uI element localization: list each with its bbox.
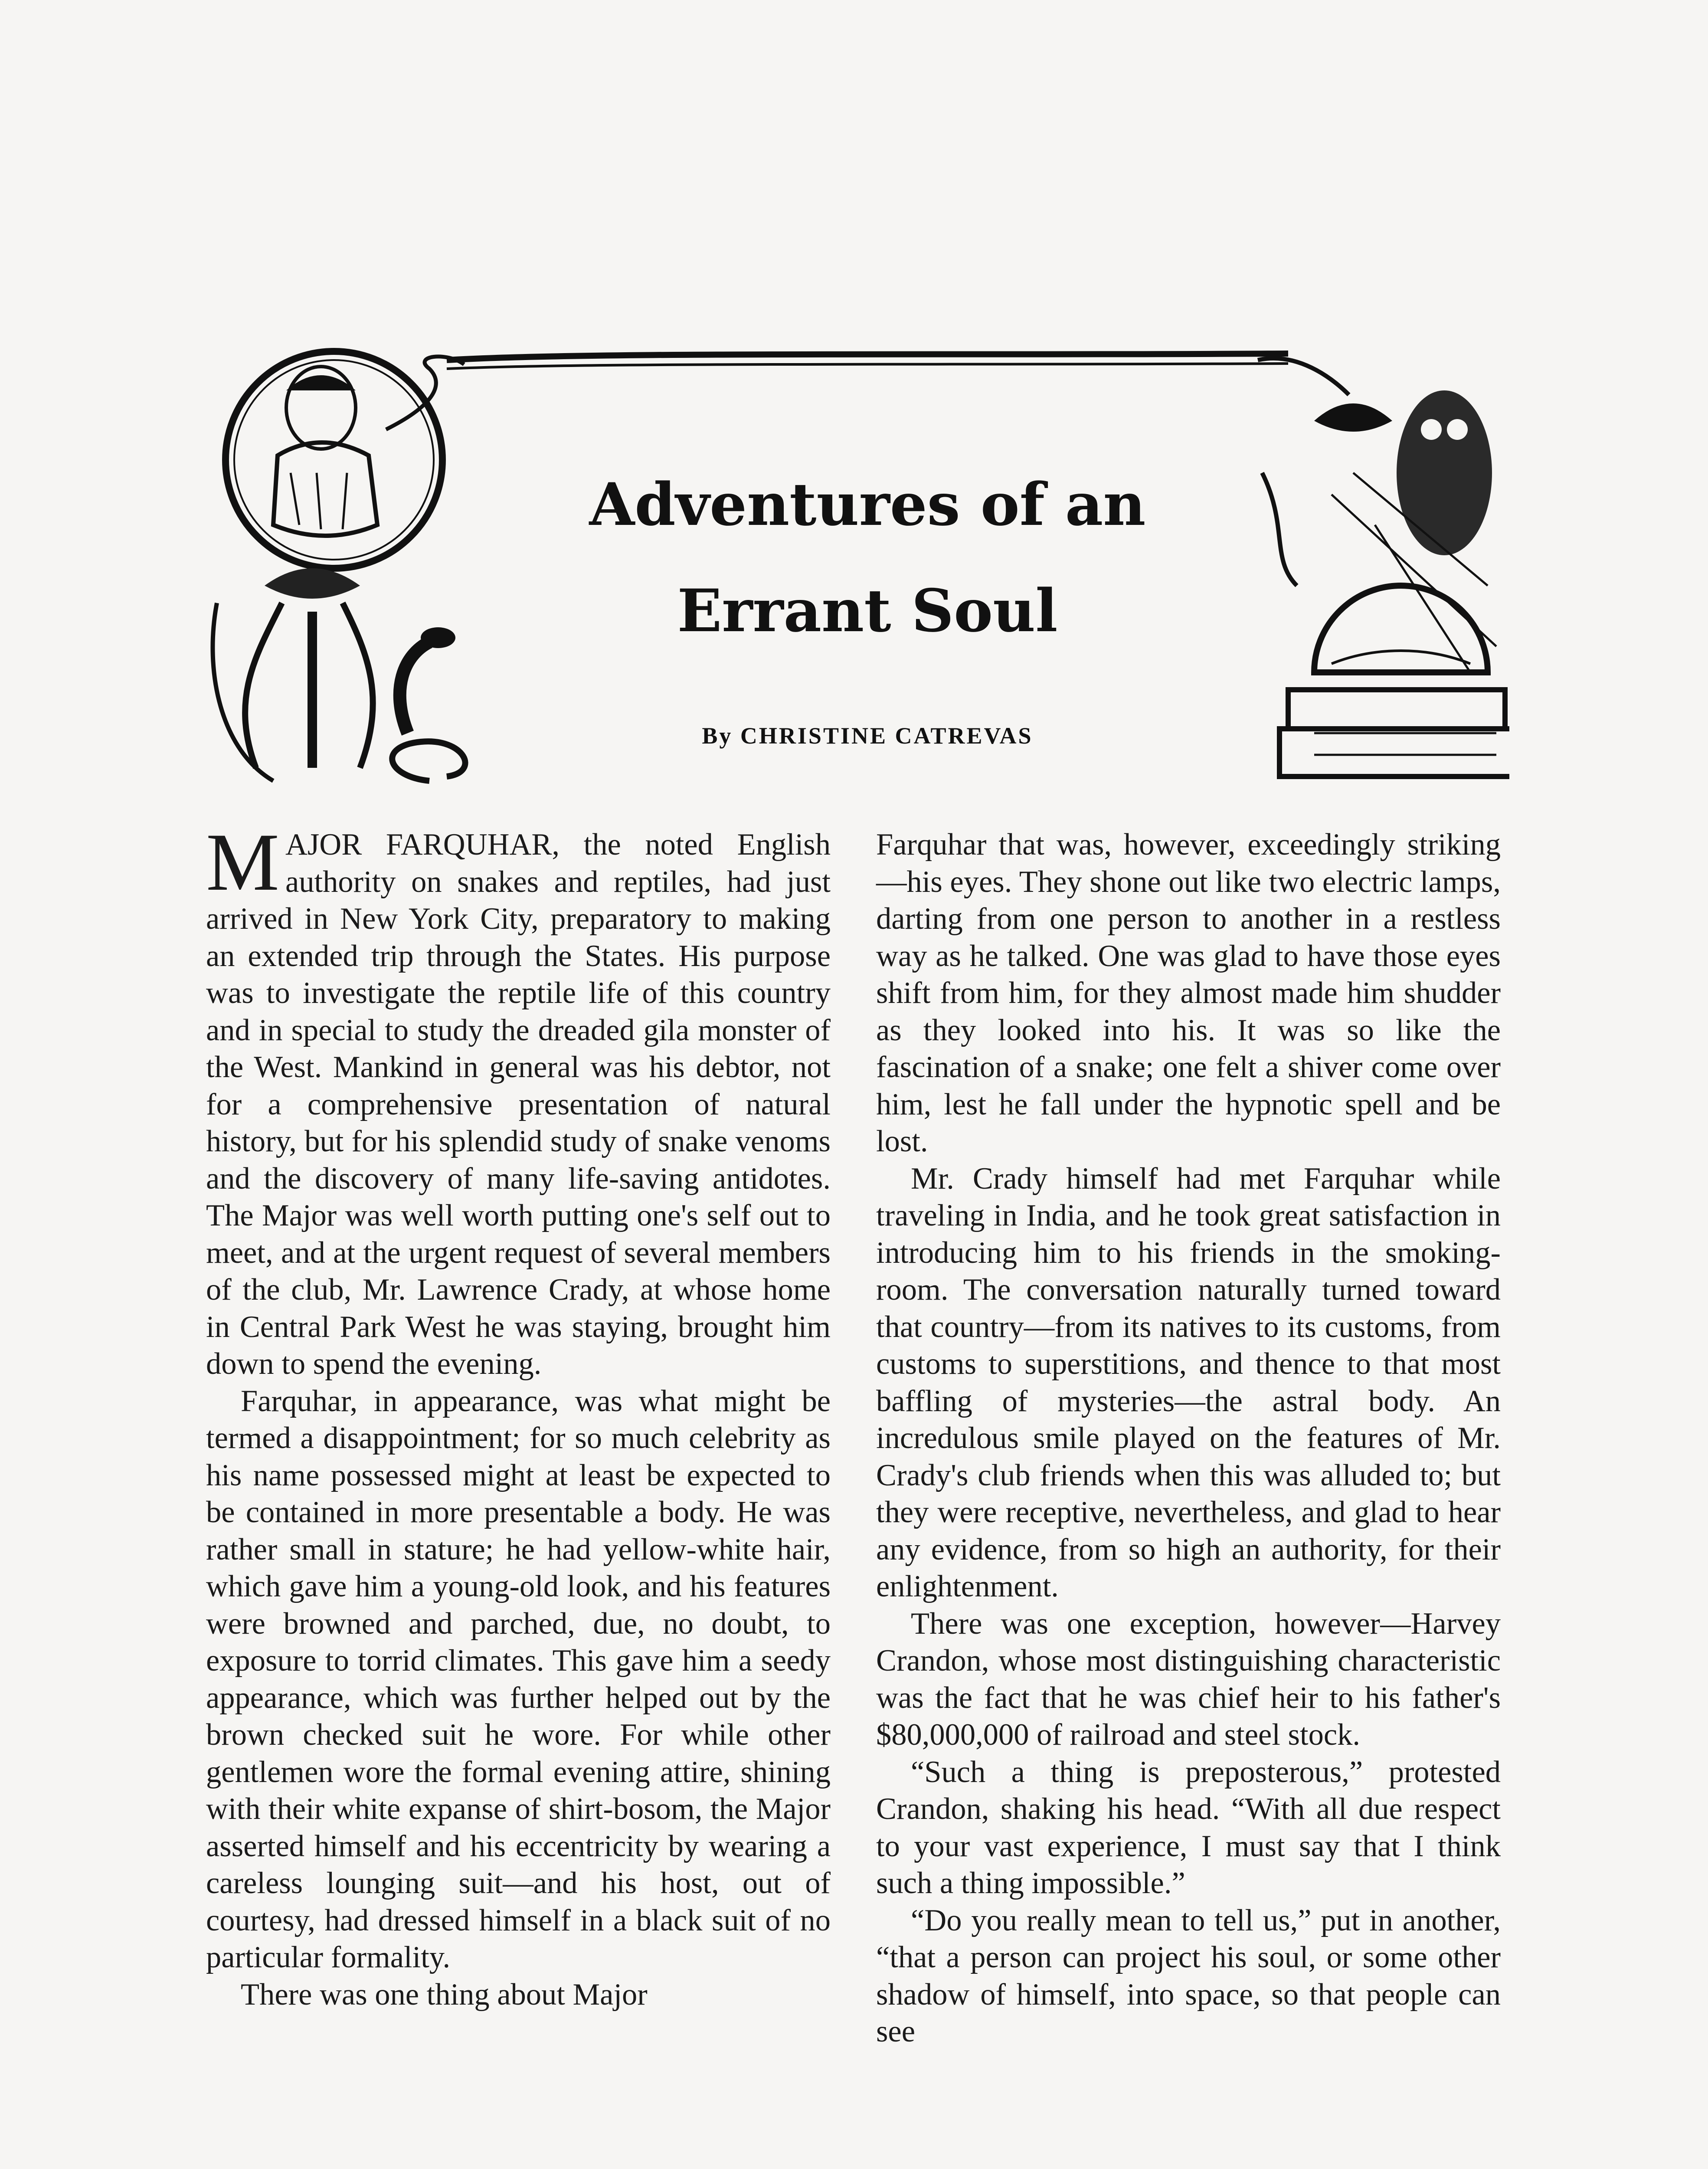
byline: By CHRISTINE CATREVAS xyxy=(702,723,1033,749)
left-column xyxy=(206,817,831,2013)
paragraph-7: “Such a thing is preposterous,” protested Crandon, shaking his head. “With all due respect to your vast experience, I must say that I think such a thing impossible.” xyxy=(876,1755,1501,1900)
left-pedestal xyxy=(213,568,373,781)
title-line-2: Errant Soul xyxy=(677,576,1058,645)
paragraph-5: Mr. Crady himself had met Farquhar while traveling in India, and he took great satisfaction in introducing him to his friends in the smoking-room. The conversation naturally turned toward that country—from its natives to its customs, from customs to superstitions, and thence to that most baffling of mysteries—the astral body. An incredulous smile played on the features of Mr. Crady's club friends when this was alluded to; but they were receptive, nevertheless, and glad to hear any evidence, from so high an authority, for their enlightenment. xyxy=(876,1161,1501,1603)
title-line-1: Adventures of an xyxy=(589,470,1146,539)
paragraph-4: Farquhar that was, however, exceedingly striking—his eyes. They shone out like two electric lamps, darting from one person to another in a restless way as he talked. One was glad to have those eyes shift from him, for they almost made him shudder as they looked into his. It was so like the fascination of a snake; one felt a shiver come over him, lest he fall under the hypnotic spell and be lost. xyxy=(876,828,1501,1158)
article-title xyxy=(455,451,1279,664)
left-medallion xyxy=(226,351,464,568)
paragraph-1 xyxy=(206,817,831,1383)
right-column xyxy=(876,826,1501,2051)
right-globe-and-books xyxy=(1279,586,1509,777)
right-owl-scene xyxy=(1258,358,1496,672)
snake-drawing xyxy=(392,627,465,781)
paragraph-6: There was one exception, however—Harvey Crandon, whose most distinguishing characteristic was the fact that he was chief heir to his father's $80,000,000 of railroad and steel stock. xyxy=(876,1606,1501,1752)
paragraph-8: “Do you really mean to tell us,” put in another, “that a person can project his soul, or some other shadow of himself, into space, so that people can see xyxy=(876,1903,1501,2048)
drop-cap: M xyxy=(206,817,279,908)
paragraph-3: There was one thing about Major xyxy=(241,1977,648,2012)
paragraph-1-text: AJOR FARQUHAR, the noted English authority on snakes and reptiles, had just arrived in New York City, preparatory to making an extended trip through the States. His purpose was to investigate the reptile life of this country and in special to study the dreaded gila monster of the West. Mankind in general was his debtor, not for a comprehensive presentation of natural history, but for his splendid study of snake venoms and the discovery of many life-saving antidotes. The Major was well worth putting one's self out to meet, and at the urgent request of several members of the club, Mr. Lawrence Crady, at whose home in Central Park West he was staying, brought him down to spend the evening. xyxy=(206,828,831,1381)
paragraph-2: Farquhar, in appearance, was what might be termed a disappointment; for so much celebrity as his name possessed might at least be expected to be contained in more presentable a body. He was rather small in stature; he had yellow-white hair, which gave him a young-old look, and his features were browned and parched, due, no doubt, to exposure to torrid climates. This gave him a seedy appearance, which was further helped out by the brown checked suit he wore. For while other gentlemen wore the formal evening attire, shining with their white expanse of shirt-bosom, the Major asserted himself and his eccentricity by wearing a careless lounging suit—and his host, out of courtesy, had dressed himself in a black suit of no particular formality. xyxy=(206,1384,831,1974)
